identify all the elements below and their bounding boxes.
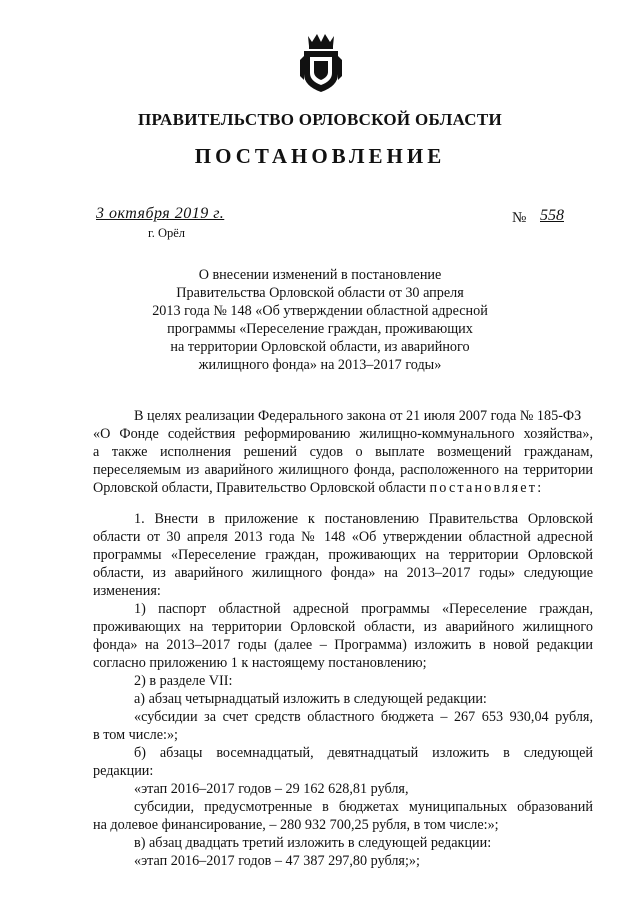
body-line: «этап 2016–2017 годов – 29 162 628,81 рубля,: [134, 781, 409, 797]
body-line: б) абзацы восемнадцатый, девятнадцатый изложить в следующей: [134, 745, 593, 761]
body-line: 1. Внести в приложение к постановлению Правительства Орловской: [134, 511, 593, 527]
body-line: в) абзац двадцать третий изложить в следующей редакции:: [134, 835, 492, 851]
body-line: фонда» на 2013–2017 годы (далее – Программа) изложить в новой редакции: [93, 637, 593, 653]
body-line: субсидии, предусмотренные в бюджетах муниципальных образований: [134, 799, 593, 815]
body-line: программы «Переселение граждан, проживающих на территории Орловской: [93, 547, 593, 563]
body-line-decision: [93, 479, 593, 497]
document-type: ПОСТАНОВЛЕНИЕ: [194, 144, 446, 168]
handwritten-number: 558: [540, 207, 564, 224]
body-line: а) абзац четырнадцатый изложить в следующей редакции:: [134, 691, 487, 707]
decision-prefix: Орловской области, Правительство Орловской области: [93, 480, 426, 496]
body-line: а также исполнения решений судов о выплате возмещений гражданам,: [93, 444, 593, 460]
body-line: редакции:: [93, 763, 154, 779]
body-line: изменения:: [93, 583, 161, 599]
body-line: на долевое финансирование, – 280 932 700,25 рубля, в том числе:»;: [93, 817, 499, 833]
government-name: ПРАВИТЕЛЬСТВО ОРЛОВСКОЙ ОБЛАСТИ: [137, 110, 503, 129]
body-line: «этап 2016–2017 годов – 47 387 297,80 рубля;»;: [134, 853, 420, 869]
body-line: 2) в разделе VII:: [134, 673, 233, 689]
body-line: согласно приложению 1 к настоящему постановлению;: [93, 655, 427, 671]
subject-line: жилищного фонда» на 2013–2017 годы»: [198, 357, 442, 373]
body-line: «субсидии за счет средств областного бюджета – 267 653 930,04 рубля,: [134, 709, 593, 725]
coat-of-arms-emblem: [298, 30, 344, 94]
body-line: проживающих на территории Орловской области, из аварийного жилищного: [93, 619, 593, 635]
subject-line: на территории Орловской области, из аварийного: [170, 339, 470, 355]
city: г. Орёл: [148, 226, 186, 240]
document-subject: [140, 266, 500, 374]
subject-line: 2013 года № 148 «Об утверждении областной адресной: [152, 303, 488, 319]
body-line: 1) паспорт областной адресной программы «Переселение граждан,: [134, 601, 593, 617]
body-line: В целях реализации Федерального закона от 21 июля 2007 года № 185-ФЗ: [134, 408, 582, 424]
handwritten-date: 3 октября 2019 г.: [96, 205, 225, 222]
body-line: переселяемым из аварийного жилищного фонда, расположенного на территории: [93, 462, 593, 478]
body-line: «О Фонде содействия реформированию жилищно-коммунального хозяйства»,: [93, 426, 593, 442]
subject-line: программы «Переселение граждан, проживающих: [167, 321, 473, 337]
number-label: №: [512, 210, 527, 226]
body-line: области, из аварийного жилищного фонда» на 2013–2017 годы» следующие: [93, 565, 593, 581]
body-line: области от 30 апреля 2013 года № 148 «Об утверждении областной адресной: [93, 529, 593, 545]
subject-line: Правительства Орловской области от 30 апреля: [176, 285, 464, 301]
subject-line: О внесении изменений в постановление: [198, 267, 442, 283]
body-line: в том числе:»;: [93, 727, 178, 743]
decision-verb: постановляет:: [429, 480, 544, 496]
